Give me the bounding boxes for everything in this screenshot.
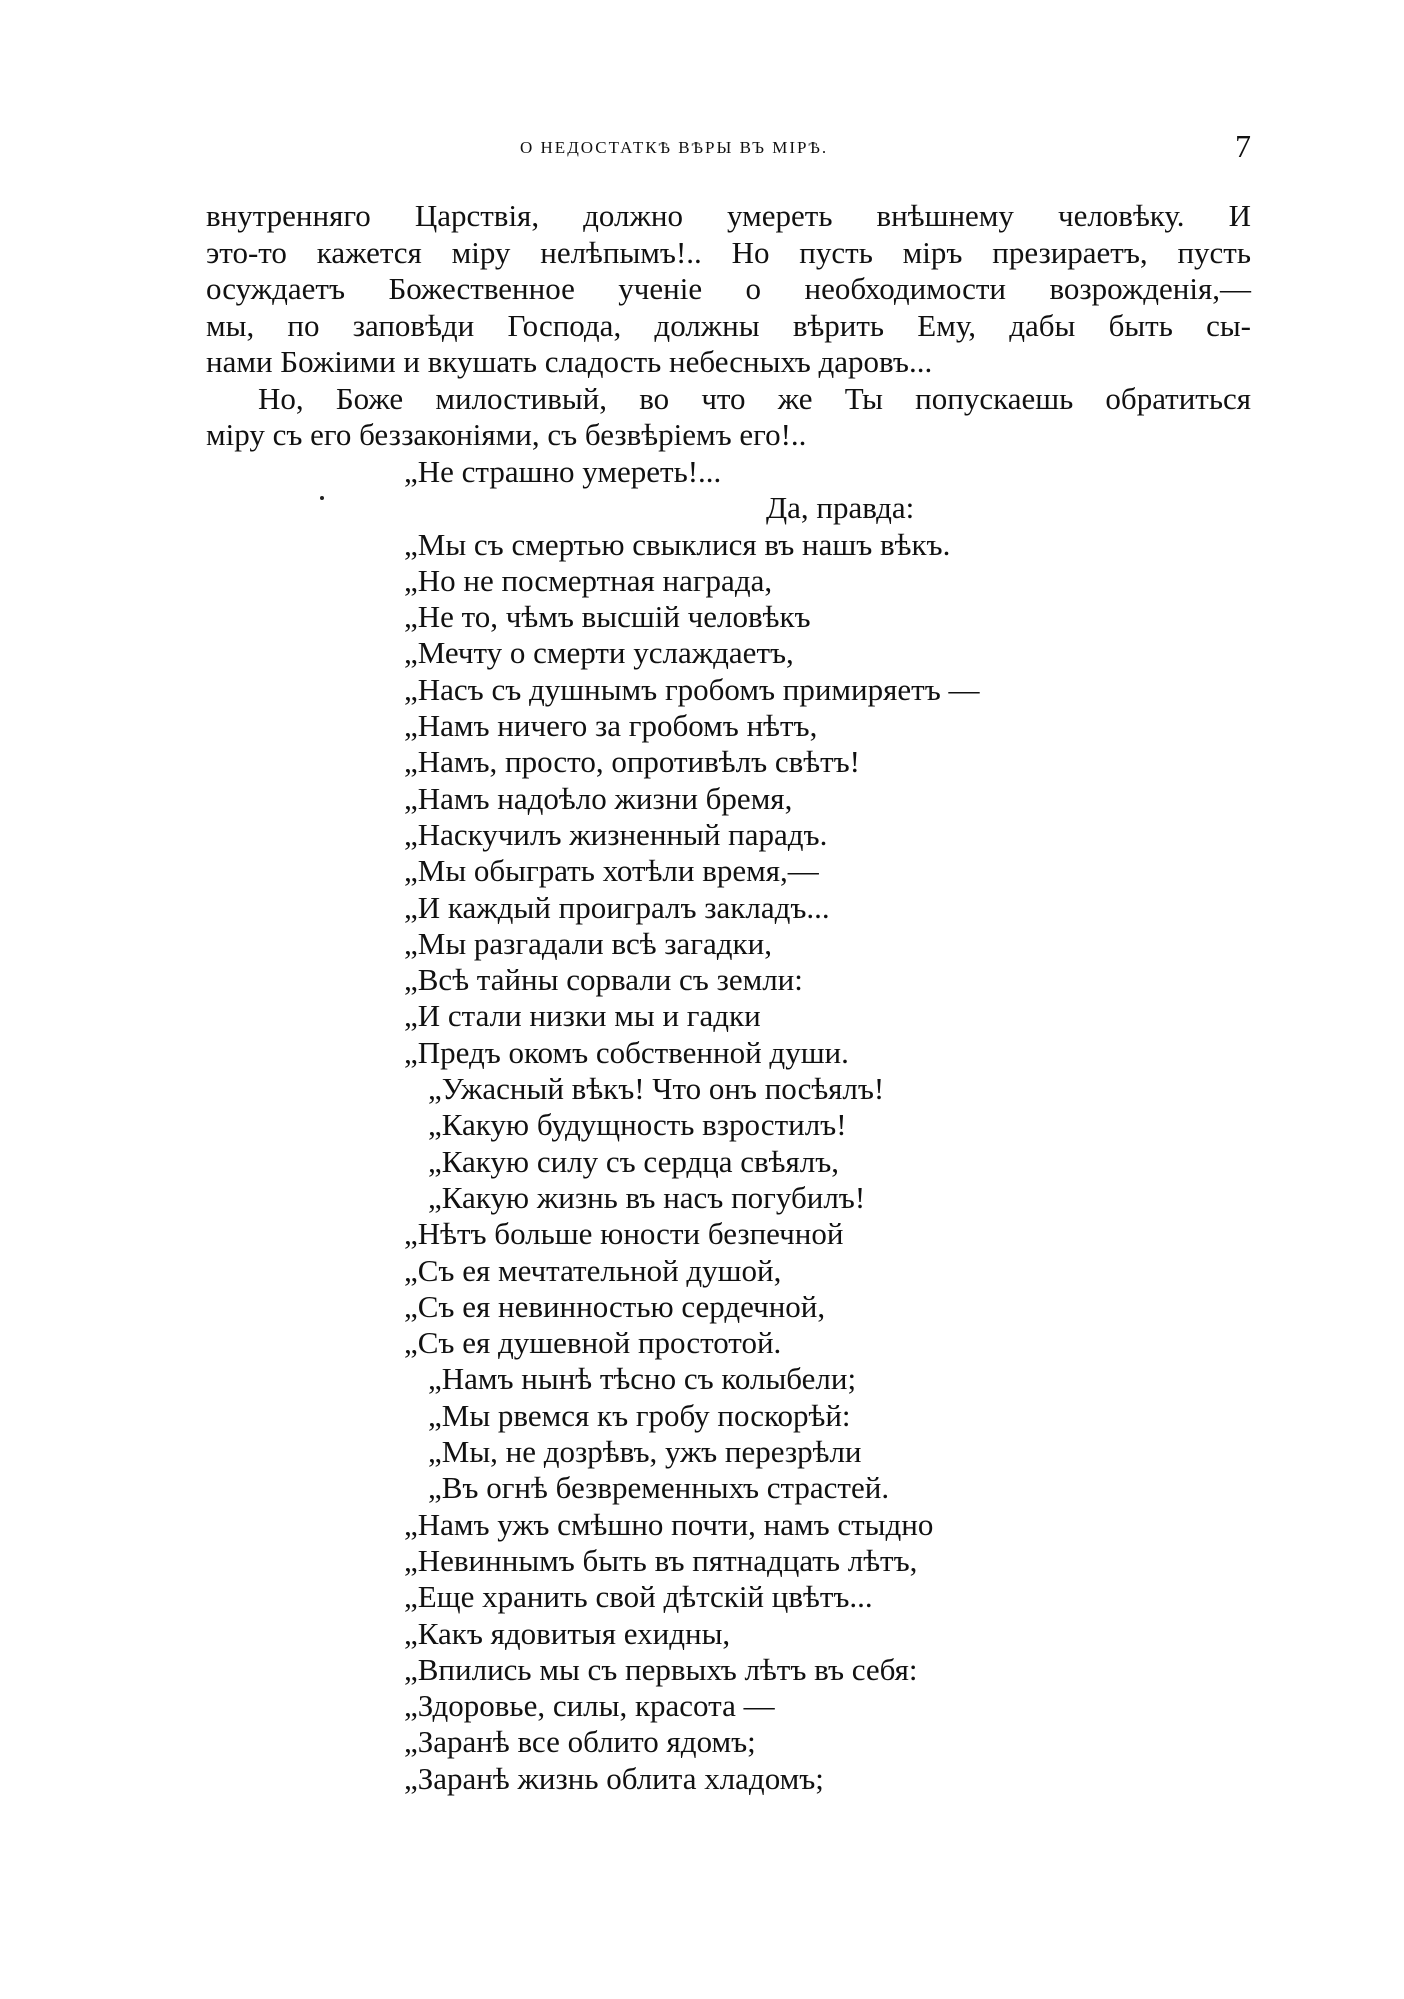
page-number: 7 bbox=[1235, 128, 1251, 164]
poem-line: „Мы разгадали всѣ загадки, bbox=[404, 925, 772, 961]
poem-line: „Предъ окомъ собственной души. bbox=[404, 1034, 849, 1070]
poem-line: „Нѣтъ больше юности безпечной bbox=[404, 1216, 844, 1252]
poem-line: „Невиннымъ быть въ пятнадцать лѣтъ, bbox=[404, 1542, 918, 1578]
poem-line: „Мы, не дозрѣвъ, ужъ перезрѣли bbox=[428, 1434, 862, 1470]
poem-line: „Еще хранить свой дѣтскій цвѣтъ... bbox=[404, 1579, 873, 1615]
prose-line: это-то кажется міру нелѣпымъ!.. Но пусть міръ презираетъ, пусть bbox=[206, 234, 1251, 270]
poem-line: „Наскучилъ жизненный парадъ. bbox=[404, 816, 828, 852]
print-speck bbox=[320, 496, 324, 500]
poem-line: „И каждый проигралъ закладъ... bbox=[404, 889, 830, 925]
prose-paragraphs bbox=[206, 198, 1251, 454]
poem-line: „Но не посмертная награда, bbox=[404, 562, 773, 598]
poem-line: „Мы обыграть хотѣли время,— bbox=[404, 853, 819, 889]
poem-line: „Здоровье, силы, красота — bbox=[404, 1688, 775, 1724]
prose-line: внутренняго Царствія, должно умереть внѣшнему человѣку. И bbox=[206, 198, 1251, 233]
poem-line: „Впились мы съ первыхъ лѣтъ въ себя: bbox=[404, 1651, 918, 1687]
poem-line: „Мечту о смерти услаждаетъ, bbox=[404, 635, 794, 671]
poem-line: Да, правда: bbox=[766, 490, 915, 526]
poem-line: „Съ ея душевной простотой. bbox=[404, 1325, 782, 1361]
prose-line: Но, Боже милостивый, во что же Ты попускаешь обратиться bbox=[258, 380, 1251, 416]
poem-line: „Намъ ничего за гробомъ нѣтъ, bbox=[404, 708, 818, 744]
prose-line: осуждаетъ Божественное ученіе о необходимости возрожденія,— bbox=[206, 271, 1251, 306]
poem-line: „Въ огнѣ безвременныхъ страстей. bbox=[428, 1470, 890, 1506]
running-title: О НЕДОСТАТКѢ ВѢРЫ ВЪ МIРѢ. bbox=[520, 138, 829, 157]
poem-line: „Какую жизнь въ насъ погубилъ! bbox=[428, 1179, 866, 1215]
poem-line: „Ужасный вѣкъ! Что онъ посѣялъ! bbox=[428, 1071, 885, 1107]
poem-line: „Какъ ядовитыя ехидны, bbox=[404, 1615, 731, 1651]
poem-quotation bbox=[404, 454, 979, 1797]
poem-line: „Мы съ смертью свыклися въ нашъ вѣкъ. bbox=[404, 526, 951, 562]
poem-line: „Съ ея мечтательной душой, bbox=[404, 1252, 782, 1288]
prose-line: нами Божіими и вкушать сладость небесныхъ даровъ... bbox=[206, 344, 933, 379]
poem-line: „Намъ ужъ смѣшно почти, намъ стыдно bbox=[404, 1506, 934, 1542]
poem-line: „Всѣ тайны сорвали съ земли: bbox=[404, 962, 803, 998]
prose-line: міру съ его беззаконіями, съ безвѣріемъ его!.. bbox=[206, 417, 807, 452]
poem-line: „Какую будущность взростилъ! bbox=[428, 1107, 847, 1143]
poem-line: „И стали низки мы и гадки bbox=[404, 998, 761, 1034]
poem-line: „Намъ нынѣ тѣсно съ колыбели; bbox=[428, 1361, 857, 1397]
poem-line: „Намъ надоѣло жизни бремя, bbox=[404, 780, 793, 816]
poem-line: „Намъ, просто, опротивѣлъ свѣтъ! bbox=[404, 744, 860, 780]
poem-line: „Не то, чѣмъ высшій человѣкъ bbox=[404, 599, 811, 635]
poem-line: „Заранѣ все облито ядомъ; bbox=[404, 1724, 756, 1760]
poem-line: „Какую силу съ сердца свѣялъ, bbox=[428, 1143, 840, 1179]
poem-line: „Съ ея невинностью сердечной, bbox=[404, 1288, 826, 1324]
poem-line: „Не страшно умереть!... bbox=[404, 454, 722, 489]
poem-line: „Насъ съ душнымъ гробомъ примиряетъ — bbox=[404, 671, 980, 707]
prose-line: мы, по заповѣди Господа, должны вѣрить Ему, дабы быть сы- bbox=[206, 307, 1251, 343]
poem-line: „Заранѣ жизнь облита хладомъ; bbox=[404, 1760, 824, 1796]
poem-line: „Мы рвемся къ гробу поскорѣй: bbox=[428, 1397, 851, 1433]
